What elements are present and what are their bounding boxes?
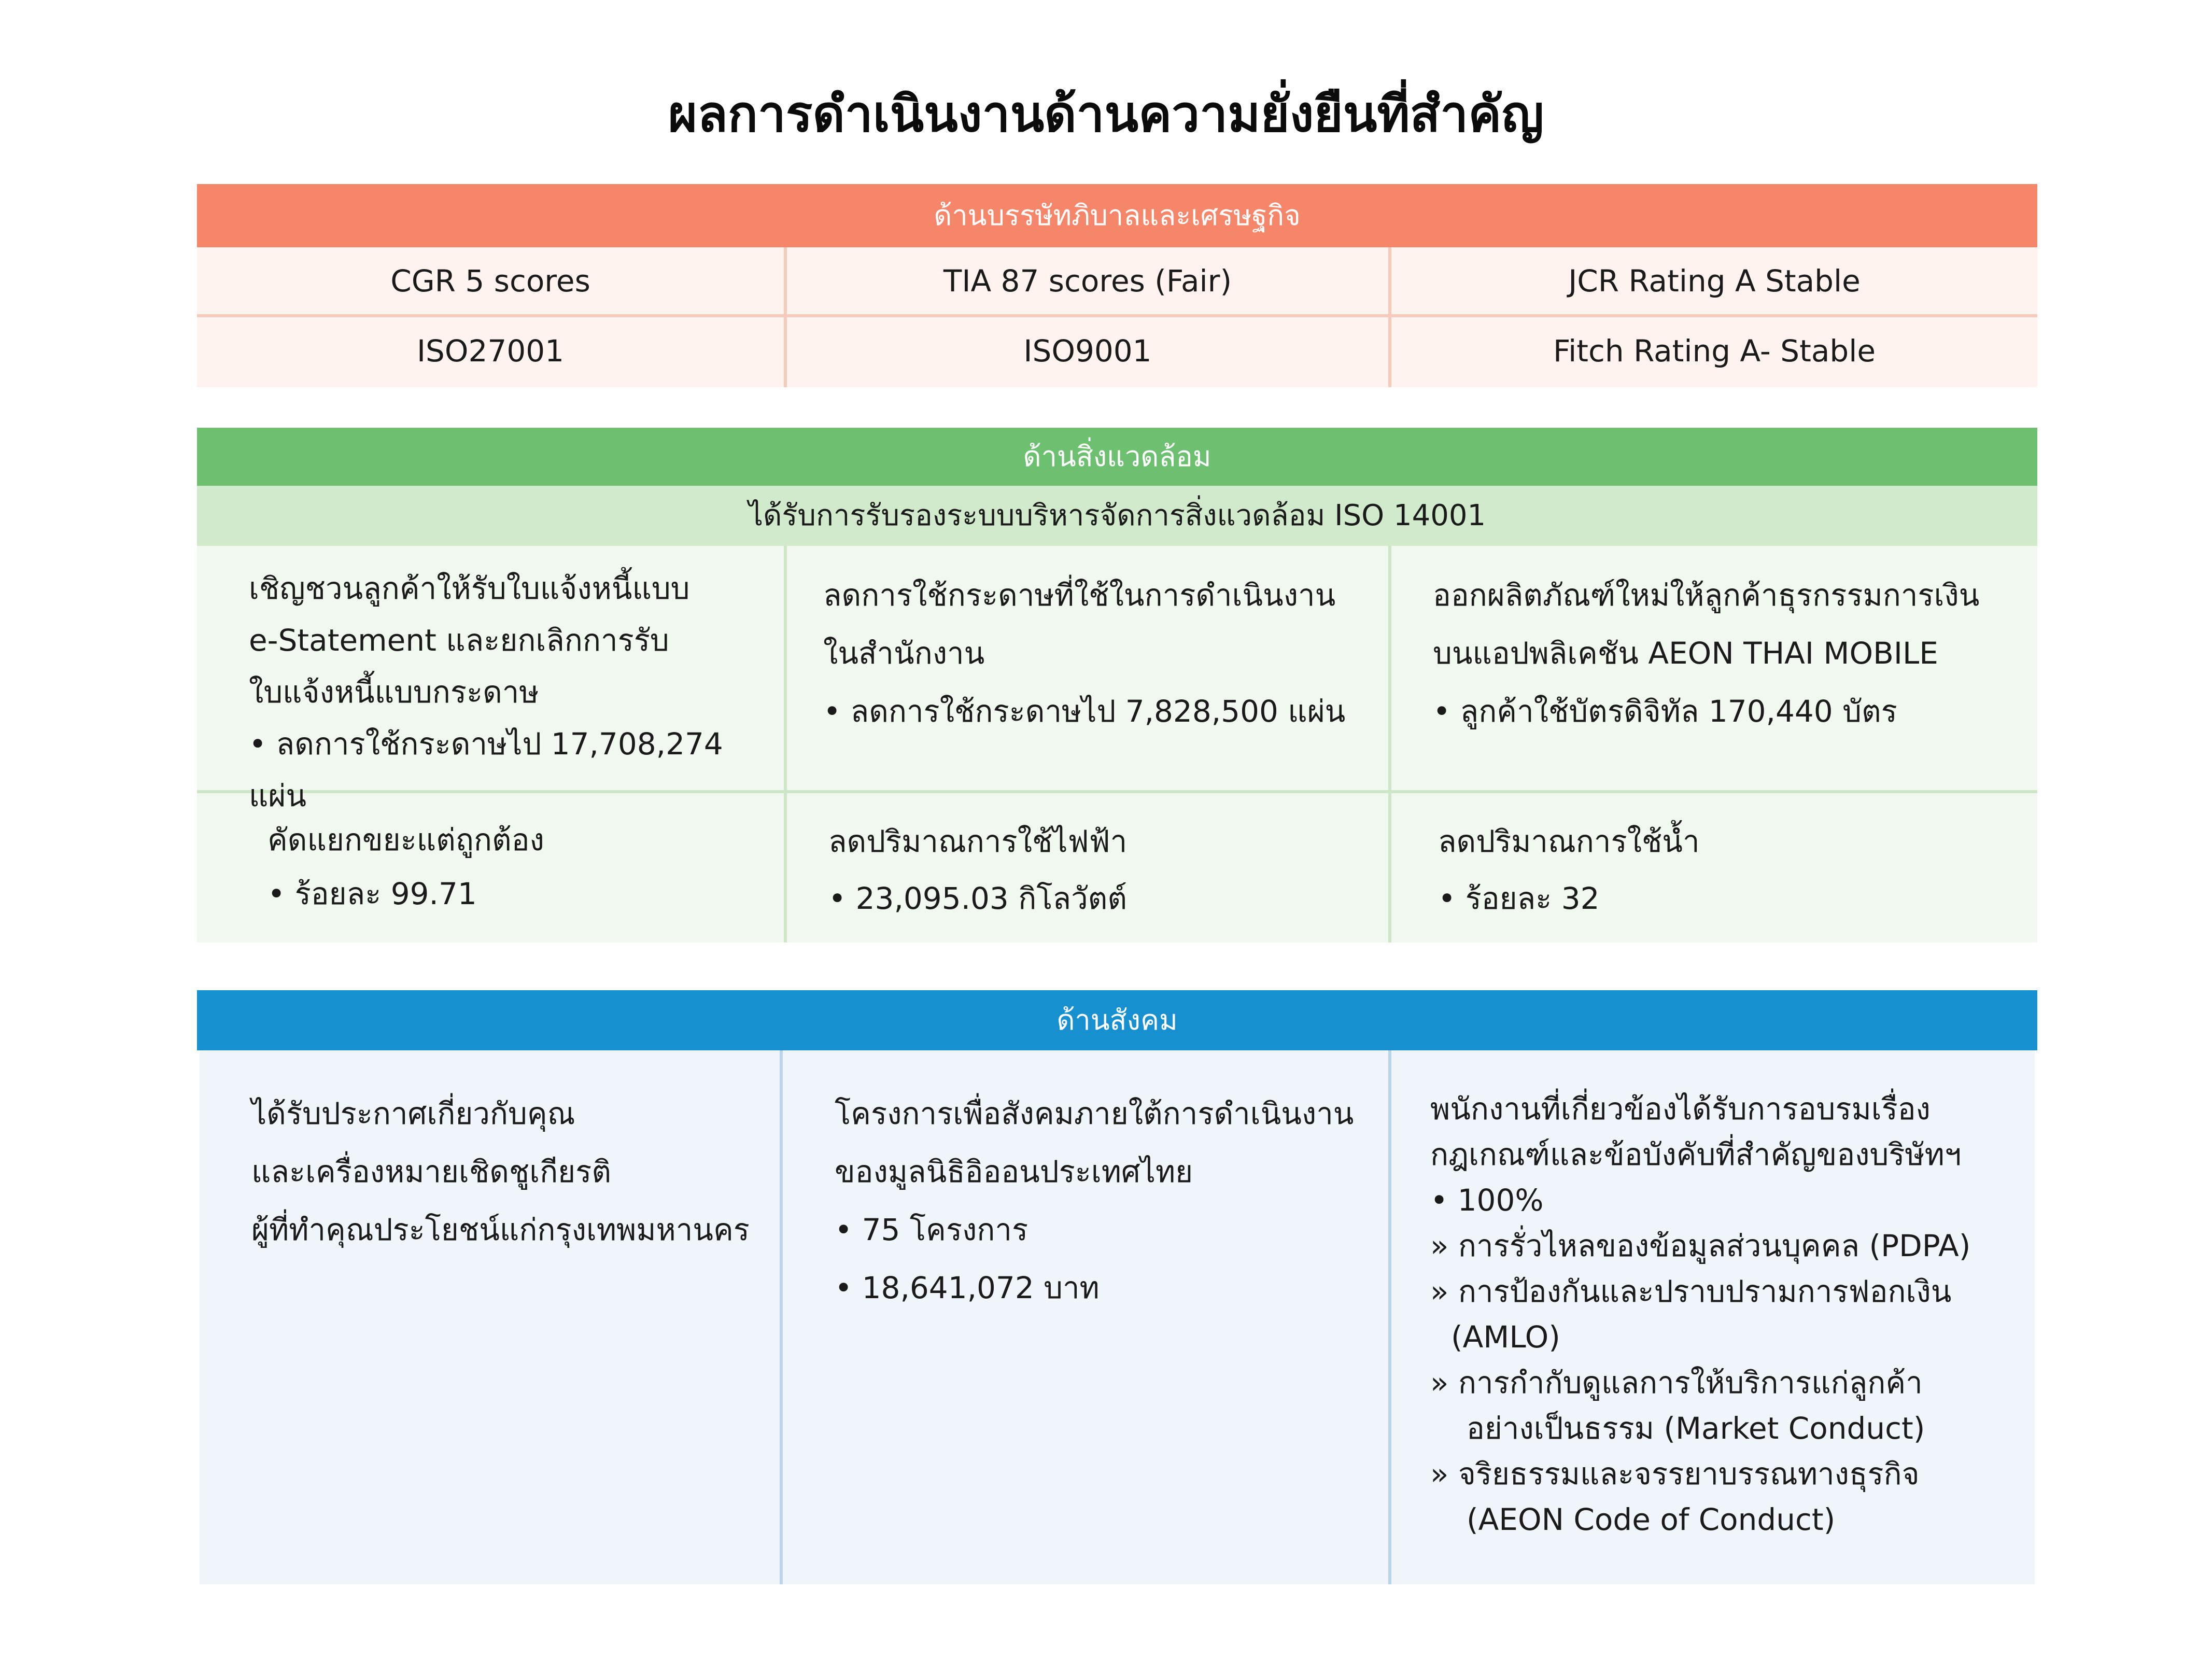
social-cell-line: โครงการเพื่อสังคมภายใต้การดำเนินงาน (835, 1096, 1354, 1131)
gov-cell-iso9001: ISO9001 (1023, 333, 1152, 369)
environment-header: ด้านสิ่งแวดล้อม (197, 428, 2037, 486)
gov-cell-iso27001: ISO27001 (416, 333, 565, 369)
page-title: ผลการดำเนินงานด้านความยั่งยืนที่สำคัญ (668, 85, 1544, 143)
env-cell-line: บนแอปพลิเคชัน AEON THAI MOBILE (1433, 636, 1938, 671)
social-cell-recognition (200, 1085, 780, 1259)
env-cell-line: คัดแยกขยะแต่ถูกต้อง (267, 822, 544, 857)
social-cell-bullet: • 75 โครงการ (835, 1212, 1028, 1247)
env-cell-estatement (197, 563, 784, 822)
gov-cell-tia: TIA 87 scores (Fair) (943, 263, 1232, 299)
social-cell-item: » การกำกับดูแลการให้บริการแก่ลูกค้า (1430, 1365, 1923, 1400)
env-cell-line: ในสำนักงาน (823, 636, 985, 671)
env-cell-bullet: • ร้อยละ 99.71 (267, 876, 477, 911)
social-cell-item-cont: (AMLO) (1451, 1319, 1560, 1355)
env-cell-water (1391, 813, 2037, 927)
env-cell-digital-card (1391, 566, 2037, 740)
env-cell-line: ลดการใช้กระดาษที่ใช้ในการดำเนินงาน (823, 578, 1336, 613)
social-cell-item-cont: (AEON Code of Conduct) (1467, 1502, 1836, 1537)
social-cell-line: และเครื่องหมายเชิดชูเกียรติ (251, 1154, 611, 1189)
env-cell-bullet: • 23,095.03 กิโลวัตต์ (828, 881, 1127, 916)
env-cell-line: ออกผลิตภัณฑ์ใหม่ให้ลูกค้าธุรกรรมการเงิน (1433, 578, 1980, 613)
env-cell-line: ใบแจ้งหนี้แบบกระดาษ (249, 674, 539, 710)
env-cell-bullet: • ร้อยละ 32 (1438, 881, 1600, 916)
social-cell-line: ได้รับประกาศเกี่ยวกับคุณ (251, 1096, 575, 1131)
social-cell-foundation (783, 1085, 1388, 1317)
social-cell-training (1391, 1086, 2035, 1542)
social-cell-item: » การป้องกันและปราบปรามการฟอกเงิน (1430, 1274, 1952, 1309)
social-cell-bullet: • 100% (1430, 1183, 1544, 1218)
social-cell-line: ของมูลนิธิอิออนประเทศไทย (835, 1154, 1193, 1189)
env-cell-bullet: • ลดการใช้กระดาษไป 17,708,274 แผ่น (249, 726, 723, 813)
social-cell-item-cont: อย่างเป็นธรรม (Market Conduct) (1467, 1411, 1925, 1446)
gov-cell-fitch: Fitch Rating A- Stable (1553, 333, 1876, 369)
env-cell-electricity (787, 813, 1388, 927)
env-cell-bullet: • ลดการใช้กระดาษไป 7,828,500 แผ่น (823, 694, 1346, 729)
env-cell-office-paper (787, 566, 1388, 740)
social-cell-item: » การรั่วไหลของข้อมูลส่วนบุคคล (PDPA) (1430, 1228, 1971, 1263)
gov-cell-cgr: CGR 5 scores (390, 263, 590, 299)
env-cell-waste (197, 813, 784, 921)
env-cell-line: เชิญชวนลูกค้าให้รับใบแจ้งหนี้แบบ (249, 571, 690, 606)
social-cell-item: » จริยธรรมและจรรยาบรรณทางธุรกิจ (1430, 1456, 1920, 1492)
social-cell-line: ผู้ที่ทำคุณประโยชน์แก่กรุงเทพมหานคร (251, 1212, 750, 1247)
env-cell-line: ลดปริมาณการใช้ไฟฟ้า (828, 824, 1128, 859)
gov-cell-jcr: JCR Rating A Stable (1568, 263, 1861, 299)
env-cell-line: ลดปริมาณการใช้น้ำ (1438, 824, 1700, 859)
environment-subheader: ได้รับการรับรองระบบบริหารจัดการสิ่งแวดล้อม ISO 14001 (197, 486, 2037, 546)
social-cell-line: พนักงานที่เกี่ยวข้องได้รับการอบรมเรื่อง (1430, 1091, 1931, 1127)
governance-header: ด้านบรรษัทภิบาลและเศรษฐกิจ (197, 184, 2037, 247)
social-header: ด้านสังคม (197, 990, 2037, 1050)
social-cell-bullet: • 18,641,072 บาท (835, 1270, 1100, 1305)
env-cell-bullet: • ลูกค้าใช้บัตรดิจิทัล 170,440 บัตร (1433, 694, 1897, 729)
env-cell-line: e-Statement และยกเลิกการรับ (249, 623, 669, 658)
social-cell-line: กฎเกณฑ์และข้อบังคับที่สำคัญของบริษัทฯ (1430, 1137, 1962, 1172)
